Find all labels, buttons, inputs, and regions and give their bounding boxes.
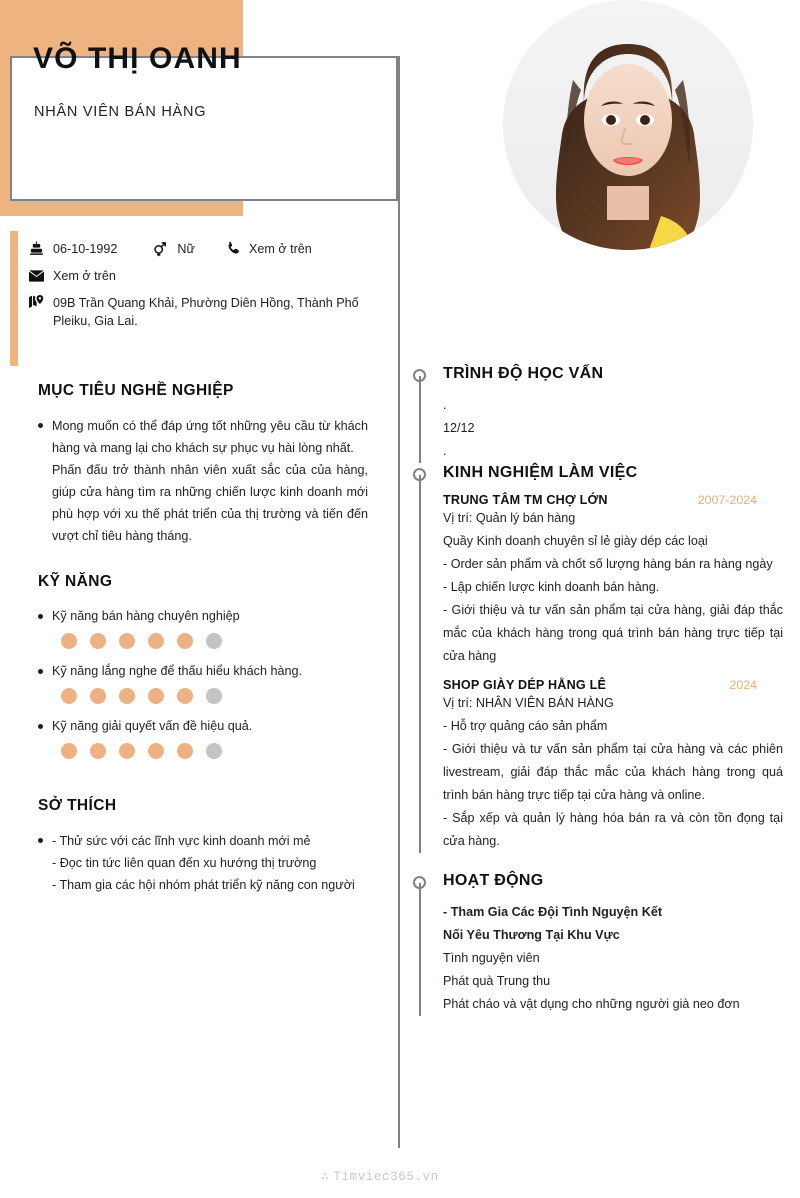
rating-dot-filled — [119, 743, 135, 759]
experience-heading: KINH NGHIỆM LÀM VIỆC — [443, 464, 638, 481]
timeline-line — [419, 475, 421, 853]
contact-gender — [153, 240, 195, 258]
hobby-line: - Đọc tin tức liên quan đến xu hướng thị trường — [52, 856, 317, 870]
education-line: . — [443, 444, 447, 458]
contact-phone — [225, 240, 312, 258]
contact-birthday — [29, 240, 117, 258]
hobbies-body — [38, 830, 368, 896]
rating-dot-filled — [148, 688, 164, 704]
job-date: 2024 — [729, 678, 757, 692]
section-education — [413, 364, 783, 463]
education-heading: TRÌNH ĐỘ HỌC VẤN — [443, 365, 604, 382]
therefore-symbol-icon: ∴ — [321, 1170, 330, 1184]
hobby-line: - Thử sức với các lĩnh vực kinh doanh mới mẻ — [52, 834, 311, 848]
rating-dot-filled — [61, 688, 77, 704]
gender-icon — [153, 240, 177, 257]
activities-heading: HOẠT ĐỘNG — [443, 872, 544, 889]
contact-address — [29, 294, 399, 330]
bullet-dot-icon — [38, 669, 43, 674]
spacer — [38, 547, 368, 573]
activity-title-line: - Tham Gia Các Đội Tình Nguyện Kết — [443, 905, 663, 919]
rating-dot-filled — [90, 688, 106, 704]
education-line: . — [443, 398, 447, 412]
job-header — [443, 678, 783, 692]
bullet-dot-icon — [38, 614, 43, 619]
rating-dot-filled — [90, 633, 106, 649]
skill-rating — [61, 633, 368, 649]
job-line: - Giới thiệu và tư vấn sản phẩm tại cửa hàng và các phiên livestream, giải đáp thắc mắc của khách hàng trong quá trình bán hàng trực tiếp tại cửa hàng và online. — [443, 742, 783, 802]
activity-line: Phát quà Trung thu — [443, 974, 551, 988]
spacer — [443, 668, 783, 676]
job-organization: TRUNG TÂM TM CHỢ LỚN — [443, 493, 608, 507]
job-line: - Giới thiệu và tư vấn sản phẩm tại cửa hàng, giải đáp thắc mắc của khách hàng trong quá trình bán hàng trực tiếp tại cửa hàng — [443, 603, 783, 663]
hobbies-text — [52, 830, 368, 896]
skill-rating — [61, 743, 368, 759]
hobby-line: - Tham gia các hội nhóm phát triển kỹ năng con người — [52, 878, 355, 892]
job-header — [443, 493, 783, 507]
objective-heading: MỤC TIÊU NGHỀ NGHIỆP — [38, 382, 234, 399]
footer-brand-text: Timviec365.vn — [333, 1170, 439, 1184]
rating-dot-filled — [177, 743, 193, 759]
skill-item — [38, 661, 368, 704]
spacer — [413, 853, 783, 871]
objective-text — [52, 415, 368, 547]
experience-entry — [443, 678, 783, 853]
rating-dot-empty — [206, 743, 222, 759]
job-line: - Hỗ trợ quảng cáo sản phẩm — [443, 719, 608, 733]
avatar — [503, 0, 753, 250]
contact-block — [29, 240, 399, 339]
job-line: Vị trí: Quản lý bán hàng — [443, 511, 576, 525]
activity-line: Phát cháo và vật dụng cho những người già neo đơn — [443, 997, 740, 1011]
right-column — [413, 364, 783, 1016]
activity-title-line: Nối Yêu Thương Tại Khu Vực — [443, 928, 620, 942]
activities-body — [443, 901, 783, 1016]
skill-item — [38, 716, 368, 759]
timeline-line — [419, 376, 421, 463]
rating-dot-filled — [148, 633, 164, 649]
rating-dot-filled — [61, 633, 77, 649]
portrait-photo-illustration — [503, 0, 753, 250]
skill-item — [38, 606, 368, 649]
left-column — [38, 382, 368, 896]
job-line: - Order sản phẩm và chốt số lượng hàng bán ra hàng ngày — [443, 557, 773, 571]
phone-icon — [225, 240, 249, 257]
section-skills — [38, 573, 368, 759]
column-divider — [398, 56, 400, 1148]
job-title-subtitle: NHÂN VIÊN BÁN HÀNG — [34, 104, 207, 120]
objective-paragraph: Mong muốn có thể đáp ứng tốt những yêu cầu từ khách hàng và mang lại cho khách sự phục vụ hài lòng nhất. — [52, 419, 368, 455]
job-details — [443, 692, 783, 853]
spacer — [38, 771, 368, 797]
bullet-dot-icon — [38, 724, 43, 729]
address-value: 09B Trần Quang Khải, Phường Diên Hồng, Thành Phố Pleiku, Gia Lai. — [53, 296, 359, 328]
job-details — [443, 507, 783, 668]
timeline-line — [419, 883, 421, 1016]
job-line: Vị trí: NHÂN VIÊN BÁN HÀNG — [443, 696, 614, 710]
section-hobbies — [38, 797, 368, 896]
header-name-box — [10, 56, 398, 201]
rating-dot-filled — [177, 688, 193, 704]
skill-label: Kỹ năng giải quyết vấn đề hiệu quả. — [52, 719, 253, 733]
section-experience — [413, 463, 783, 853]
experience-entry — [443, 493, 783, 668]
bullet-dot-icon — [38, 423, 43, 428]
page-title: VÕ THỊ OANH — [33, 42, 242, 75]
job-date: 2007-2024 — [697, 493, 757, 507]
job-line: - Lập chiến lược kinh doanh bán hàng. — [443, 580, 660, 594]
section-objective — [38, 382, 368, 547]
map-location-icon — [29, 294, 53, 311]
rating-dot-empty — [206, 688, 222, 704]
rating-dot-empty — [206, 633, 222, 649]
skill-label: Kỹ năng bán hàng chuyên nghiệp — [52, 609, 240, 623]
contact-row-primary — [29, 240, 399, 258]
job-line: - Sắp xếp và quản lý hàng hóa bán ra và còn tồn đọng tại cửa hàng. — [443, 811, 783, 848]
skills-heading: KỸ NĂNG — [38, 573, 113, 590]
objective-body — [38, 415, 368, 547]
rating-dot-filled — [61, 743, 77, 759]
contact-email — [29, 267, 399, 285]
objective-paragraph: Phấn đấu trở thành nhân viên xuất sắc của của hàng, giúp cửa hàng tìm ra những chiến lược kinh doanh mới phù hợp với xu thế phát triển của thị trường và tiến đến vượt chỉ tiêu hàng tháng. — [52, 463, 368, 543]
rating-dot-filled — [148, 743, 164, 759]
education-line: 12/12 — [443, 421, 475, 435]
rating-dot-filled — [90, 743, 106, 759]
footer-watermark — [0, 1168, 800, 1184]
envelope-icon — [29, 267, 53, 284]
rating-dot-filled — [119, 688, 135, 704]
phone-value: Xem ở trên — [248, 242, 312, 256]
email-value: Xem ở trên — [53, 269, 116, 283]
job-line: Quầy Kinh doanh chuyên sỉ lẻ giày dép các loại — [443, 534, 708, 548]
bullet-dot-icon — [38, 838, 43, 843]
skill-rating — [61, 688, 368, 704]
gender-value: Nữ — [177, 242, 195, 256]
education-body — [443, 394, 783, 463]
contact-accent-bar — [10, 231, 18, 366]
hobbies-heading: SỞ THÍCH — [38, 797, 117, 814]
section-activities — [413, 871, 783, 1016]
job-organization: SHOP GIÀY DÉP HẰNG LÊ — [443, 678, 607, 692]
birthday-value: 06-10-1992 — [53, 242, 118, 256]
activity-line: Tình nguyện viên — [443, 951, 540, 965]
birthday-cake-icon — [29, 240, 53, 257]
rating-dot-filled — [177, 633, 193, 649]
skill-label: Kỹ năng lắng nghe để thấu hiểu khách hàng. — [52, 664, 302, 678]
rating-dot-filled — [119, 633, 135, 649]
